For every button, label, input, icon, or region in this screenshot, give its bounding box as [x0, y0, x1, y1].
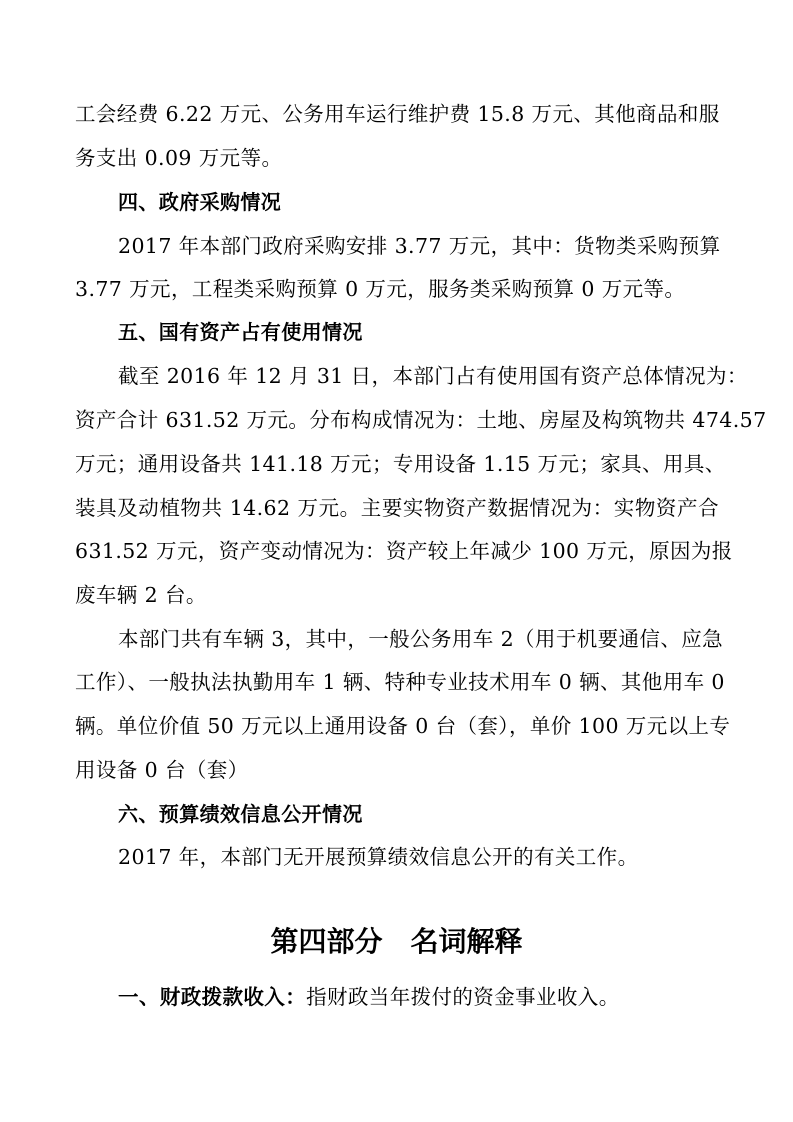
- paragraph-line: 用设备 0 台（套）: [75, 758, 249, 782]
- paragraph-line: 工作）、一般执法执勤用车 1 辆、特种专业技术用车 0 辆、其他用车 0: [75, 670, 725, 694]
- paragraph-line: 3.77 万元，工程类采购预算 0 万元，服务类采购预算 0 万元等。: [75, 277, 686, 301]
- paragraph-line: 辆。单位价值 50 万元以上通用设备 0 台（套），单价 100 万元以上专: [75, 714, 731, 738]
- paragraph-line: 资产合计 631.52 万元。分布构成情况为：土地、房屋及构筑物共 474.57: [75, 408, 767, 432]
- part-four-title: 第四部分 名词解释: [270, 925, 523, 958]
- paragraph-line: 本部门共有车辆 3，其中，一般公务用车 2（用于机要通信、应急: [118, 627, 724, 651]
- definition-text: 指财政当年拨付的资金事业收入。: [306, 985, 620, 1009]
- paragraph-line: 务支出 0.09 万元等。: [75, 146, 283, 170]
- paragraph-line: 截至 2016 年 12 月 31 日，本部门占有使用国有资产总体情况为：: [118, 364, 748, 388]
- paragraph-line: 2017 年本部门政府采购安排 3.77 万元，其中：货物类采购预算: [118, 234, 721, 258]
- paragraph-line: 工会经费 6.22 万元、公务用车运行维护费 15.8 万元、其他商品和服: [75, 102, 720, 126]
- section-heading-performance-info: 六、预算绩效信息公开情况: [118, 802, 363, 826]
- paragraph-line: 2017 年，本部门无开展预算绩效信息公开的有关工作。: [118, 845, 639, 869]
- paragraph-line: 废车辆 2 台。: [75, 583, 207, 607]
- section-heading-state-assets: 五、国有资产占有使用情况: [118, 320, 363, 344]
- paragraph-line: 631.52 万元，资产变动情况为：资产较上年减少 100 万元，原因为报: [75, 539, 733, 563]
- definition-item: [118, 983, 620, 1011]
- definition-term: 一、财政拨款收入：: [118, 985, 307, 1009]
- paragraph-line: 万元；通用设备共 141.18 万元；专用设备 1.15 万元；家具、用具、: [75, 452, 726, 476]
- section-heading-procurement: 四、政府采购情况: [118, 190, 282, 214]
- paragraph-line: 装具及动植物共 14.62 万元。主要实物资产数据情况为：实物资产合: [75, 496, 719, 520]
